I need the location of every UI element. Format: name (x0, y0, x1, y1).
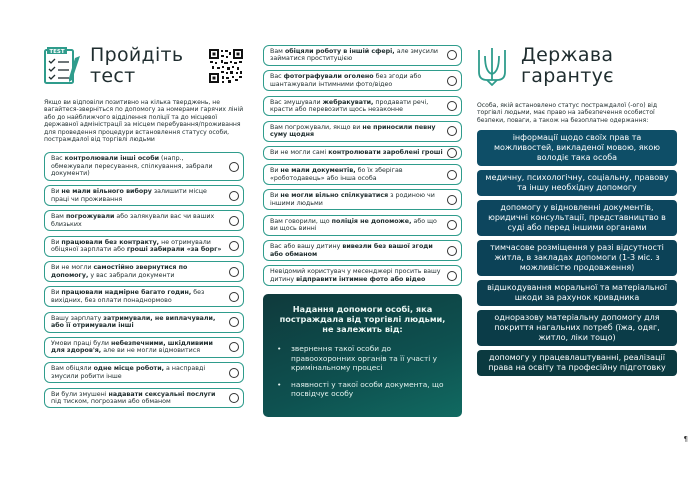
question-card[interactable]: Вам обіцяли роботу в іншій сфері, але змусили займатися проституцією (263, 45, 462, 66)
answer-radio[interactable] (229, 342, 239, 352)
question-card[interactable]: Вам погрожували або залякували вас чи ваших близьких (44, 210, 244, 231)
help-conditions-box (263, 294, 462, 416)
answer-radio[interactable] (229, 292, 239, 302)
question-card[interactable]: Ви не мали вільного вибору залишити місце праці чи проживання (44, 185, 244, 206)
pilcrow-mark: ¶ (683, 435, 688, 443)
test-questions-left (44, 152, 244, 408)
question-card[interactable]: Вас або вашу дитину вивезли без вашої згоди або обманом (263, 240, 462, 261)
guarantees-list (477, 130, 677, 376)
answer-radio[interactable] (447, 148, 457, 158)
question-card[interactable]: Вас змушували жебракувати, продавати речі, красти або перевозити щось незаконне (263, 96, 462, 117)
answer-radio[interactable] (447, 195, 457, 205)
guarantee-item: одноразову матеріальну допомогу для покриття нагальних потреб (їжа, одяг, житло, ліки тощо) (477, 310, 677, 346)
state-guarantees-column (477, 40, 677, 376)
guarantees-title: Держава гарантує (521, 44, 614, 87)
test-questions-middle (263, 45, 462, 286)
answer-radio[interactable] (229, 191, 239, 201)
answer-radio[interactable] (229, 317, 239, 327)
help-condition-item: • наявності у такої особи документа, що посвідчує особу (275, 380, 450, 399)
answer-radio[interactable] (447, 271, 457, 281)
answer-radio[interactable] (447, 220, 457, 230)
test-column (44, 40, 244, 408)
question-card[interactable]: Ви були змушені надавати сексуальні послуги під тиском, погрозами або обманом (44, 388, 244, 409)
question-card[interactable]: Вам обіцяли одне місце роботи, а насправді змусили робити інше (44, 362, 244, 383)
question-card[interactable]: Вас фотографували оголено без згоди або шантажували інтимними фото/відео (263, 70, 462, 91)
guarantee-item: відшкодування моральної та матеріальної шкоди за рахунок кривдника (477, 280, 677, 306)
guarantee-item: інформації щодо своїх прав та можливостей, викладеної мовою, якою володіє така особа (477, 130, 677, 166)
guarantee-item: тимчасове розміщення у разі відсутності житла, в закладах допомоги (1-3 міс. з можливістю продовження) (477, 240, 677, 276)
question-card[interactable]: Вам говорили, що поліція не допоможе, або що ви щось винні (263, 215, 462, 236)
answer-radio[interactable] (229, 241, 239, 251)
guarantees-intro: Особа, якій встановлено статус постраждалої (-ого) від торгівлі людьми, має право на забезпечення особистої безпеки, поваги, а також на безоплатне одержання: (477, 102, 658, 124)
question-card[interactable]: Невідомий користувач у месенджері просить вашу дитину відправити інтимне фото або відео (263, 265, 462, 286)
guarantee-item: медичну, психологічну, соціальну, правову та іншу необхідну допомогу (477, 170, 677, 196)
question-card[interactable]: Ви не могли самостійно звернутися по допомогу, у вас забрали документи (44, 261, 244, 282)
question-card[interactable]: Ви не могли вільно спілкуватися з родиною чи іншими людьми (263, 189, 462, 210)
question-card[interactable]: Вас контролювали інші особи (напр., обмежували пересування, спілкування, забрали документи) (44, 152, 244, 180)
answer-radio[interactable] (229, 162, 239, 172)
answer-radio[interactable] (229, 368, 239, 378)
help-condition-item: • звернення такої особи до правоохоронних органів та її участі у кримінальному процесі (275, 344, 450, 372)
help-conditions-list (275, 344, 450, 398)
test-checklist-icon (44, 46, 82, 86)
question-card[interactable]: Вашу зарплату затримували, не виплачували, або її отримували інші (44, 312, 244, 333)
guarantees-header (477, 40, 677, 92)
guarantee-item: допомогу у відновленні документів, юридичні консультації, представництво в суді або перед іншими органами (477, 200, 677, 236)
svg-text:TEST: TEST (49, 49, 65, 55)
qr-code-icon[interactable] (208, 48, 244, 84)
test-column-continued (263, 40, 462, 417)
answer-radio[interactable] (447, 246, 457, 256)
answer-radio[interactable] (447, 101, 457, 111)
guarantee-item: допомогу у працевлаштуванні, реалізації права на освіту та професійну підготовку (477, 350, 677, 376)
question-card[interactable]: Вам погрожували, якщо ви не приносили певну суму щодня (263, 121, 462, 142)
question-card[interactable]: Ви працювали без контракту, не отримували обіцяної зарплати або гроші забирали «за борг» (44, 236, 244, 257)
answer-radio[interactable] (447, 126, 457, 136)
answer-radio[interactable] (447, 50, 457, 60)
answer-radio[interactable] (447, 76, 457, 86)
trident-coat-of-arms-icon (477, 46, 507, 86)
test-title: Пройдіть тест (90, 44, 184, 87)
question-card[interactable]: Ви не мали документів, бо їх зберігав «роботодавець» або інша особа (263, 164, 462, 185)
test-header (44, 40, 244, 92)
answer-radio[interactable] (229, 393, 239, 403)
question-card[interactable]: Ви працювали надмірне багато годин, без вихідних, без оплати понаднормово (44, 286, 244, 307)
answer-radio[interactable] (447, 170, 457, 180)
question-card[interactable]: Ви не могли самі контролювати зароблені гроші (263, 146, 462, 159)
help-conditions-title: Надання допомоги особі, яка постраждала від торгівлі людьми, не залежить від: (279, 304, 446, 335)
answer-radio[interactable] (229, 216, 239, 226)
answer-radio[interactable] (229, 267, 239, 277)
question-card[interactable]: Умови праці були небезпечними, шкідливими для здоров'я, але ви не могли відмовитися (44, 337, 244, 358)
test-intro: Якщо ви відповіли позитивно на кілька тверджень, не вагайтеся-зверніться по допомогу за номерами гарячих ліній або до найближчого відділення поліції та до місцевої державної адміністрації за місцем перебування/проживання для проведення процедури встановлення статусу особи, постраждалої від торгівлі людьми (44, 99, 244, 144)
